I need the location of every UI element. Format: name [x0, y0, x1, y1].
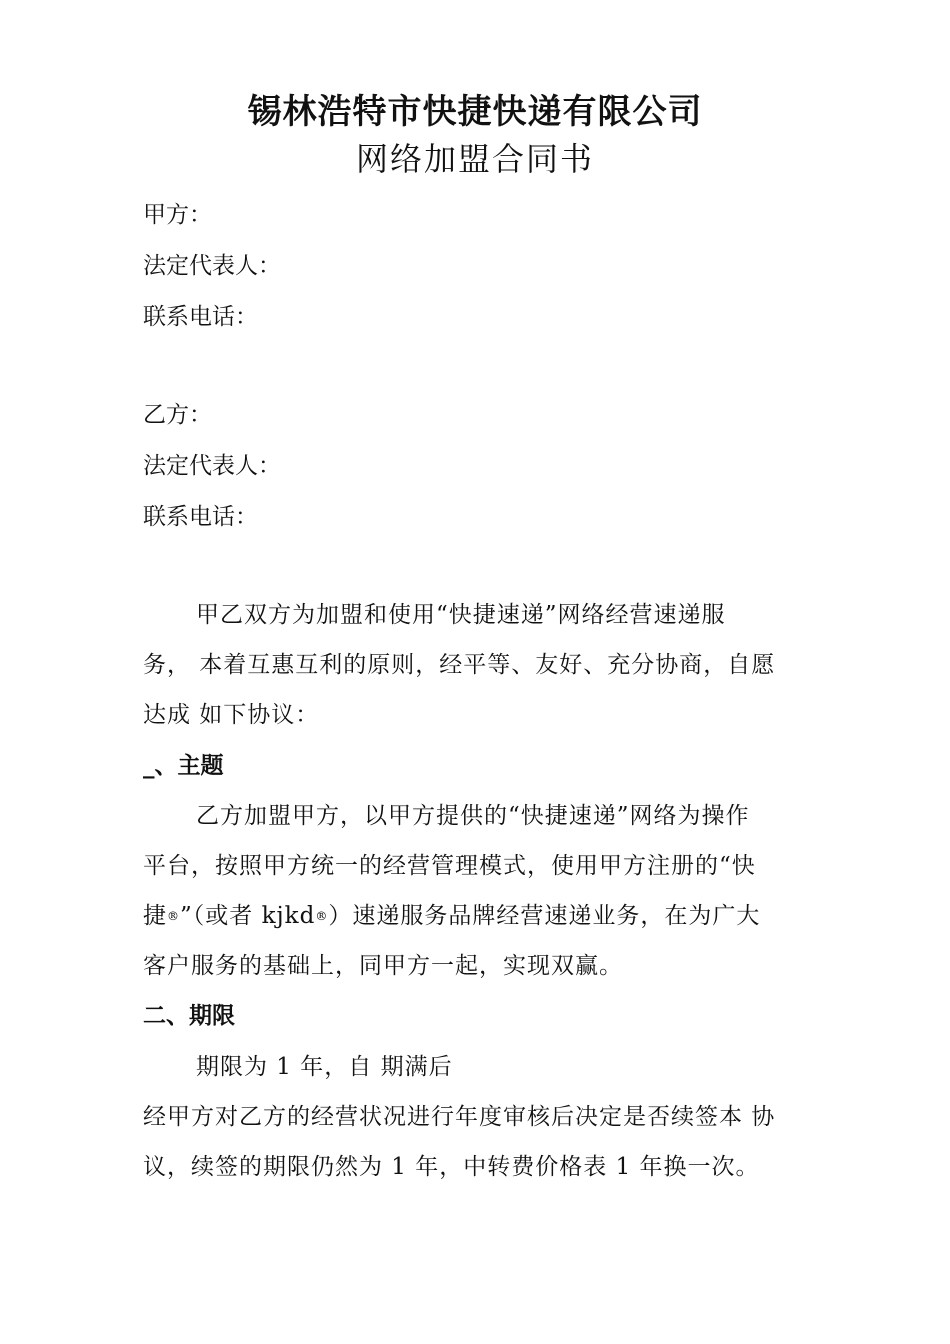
section2-line: 期限为 1 年，自 期满后: [196, 1054, 453, 1080]
contract-subtitle: 网络加盟合同书: [355, 140, 594, 178]
party-a-rep-label: 法定代表人：: [143, 253, 281, 279]
section1-line: 客户服务的基础上，同甲方一起，实现双赢。: [143, 953, 623, 979]
intro-line: 达成 如下协议：: [143, 702, 320, 728]
section1-line: 平台，按照甲方统一的经营管理模式，使用甲方注册的“快: [143, 853, 756, 879]
party-b-phone-label: 联系电话：: [143, 504, 258, 530]
section2-line: 议，续签的期限仍然为 1 年，中转费价格表 1 年换一次。: [143, 1154, 760, 1180]
intro-line: 务， 本着互惠互利的原则，经平等、友好、充分协商，自愿: [143, 652, 776, 678]
section-heading-topic: _、主题: [143, 753, 224, 779]
party-a-label: 甲方：: [143, 202, 212, 228]
company-title: 锡林浩特市快捷快递有限公司: [247, 92, 703, 132]
section2-line: 经甲方对乙方的经营状况进行年度审核后决定是否续签本 协: [143, 1104, 776, 1130]
section-heading-term: 二、期限: [143, 1003, 235, 1029]
section1-line: 乙方加盟甲方，以甲方提供的“快捷速递”网络为操作: [196, 803, 750, 829]
party-b-rep-label: 法定代表人：: [143, 453, 281, 479]
party-b-label: 乙方：: [143, 402, 212, 428]
section1-line: 捷®”（或者 kjkd®）速递服务品牌经营速递业务，在为广大: [143, 903, 761, 929]
party-a-phone-label: 联系电话：: [143, 304, 258, 330]
intro-line: 甲乙双方为加盟和使用“快捷速递”网络经营速递服: [196, 602, 726, 628]
